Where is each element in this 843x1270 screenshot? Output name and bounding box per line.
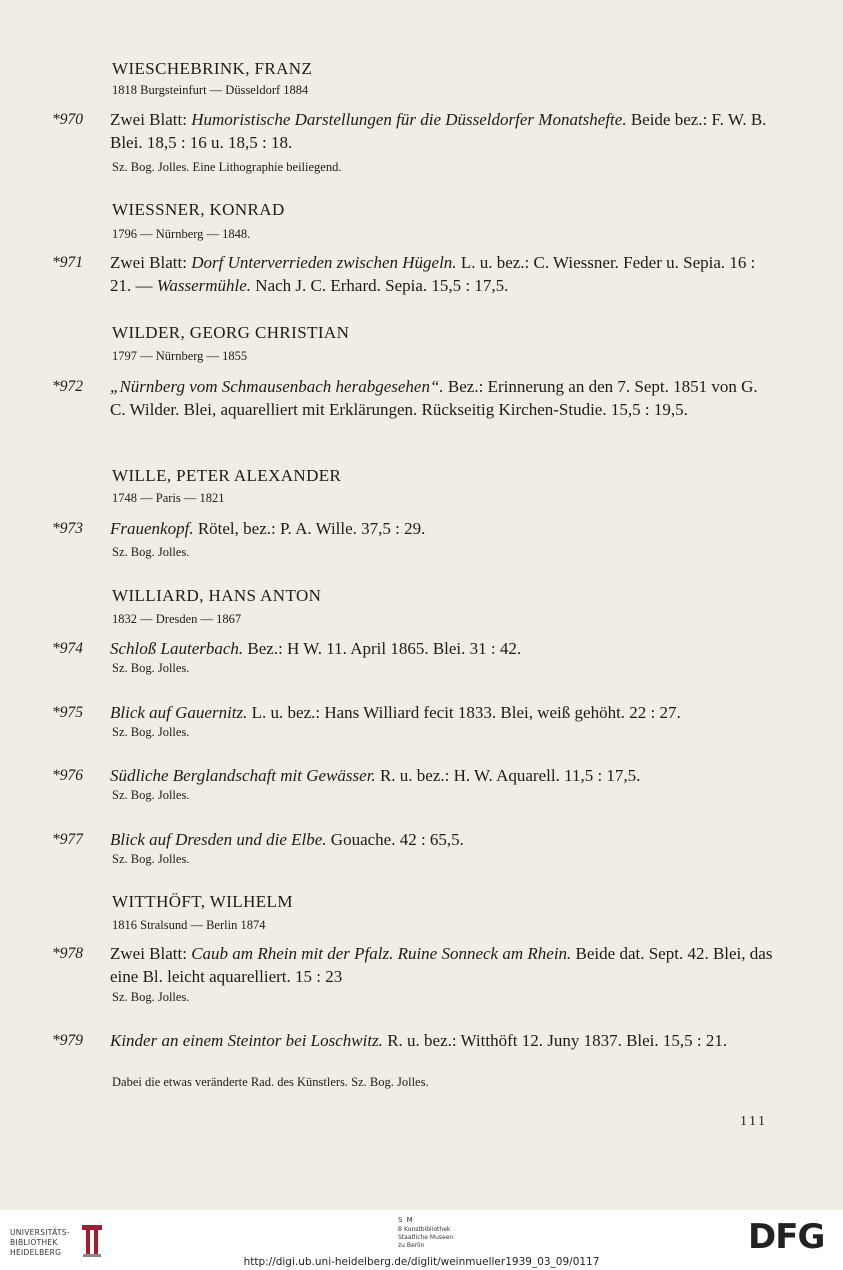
permalink-url[interactable]: http://digi.ub.uni-heidelberg.de/diglit/weinmueller1939_03_09/0117: [243, 1256, 600, 1268]
lot-description: Südliche Berglandschaft mit Gewässer. R. u. bez.: H. W. Aquarell. 11,5 : 17,5.: [110, 766, 641, 785]
lot-number: *976: [52, 767, 83, 784]
lot-description: Kinder an einem Steintor bei Loschwitz. R. u. bez.: Witthöft 12. Juny 1837. Blei. 15,5 : 21.: [110, 1031, 728, 1050]
sm-logo-line: B Kunstbibliothek: [398, 1226, 451, 1233]
artist-dates: 1832 — Dresden — 1867: [112, 612, 242, 626]
lot-number: *973: [52, 520, 83, 537]
lot-note: Sz. Bog. Jolles.: [112, 788, 190, 802]
pillar-emblem-icon: [80, 1222, 106, 1258]
lot-description: Schloß Lauterbach. Bez.: H W. 11. April 1865. Blei. 31 : 42.: [110, 639, 522, 658]
sm-mark: S M: [398, 1216, 414, 1224]
lot-description: Zwei Blatt: Dorf Unterverrieden zwischen Hügeln. L. u. bez.: C. Wiessner. Feder u. Sepia. 16 : 21. — Wassermühle. Nach J. C. Erhard. Sepia. 15,5 : 17,5.: [110, 253, 756, 295]
artist-dates: 1818 Burgsteinfurt — Düsseldorf 1884: [112, 83, 309, 97]
lot-note: Sz. Bog. Jolles.: [112, 990, 190, 1004]
lot-number: *975: [52, 704, 83, 721]
dfg-mark: DFG: [748, 1217, 825, 1257]
lot-note: Sz. Bog. Jolles.: [112, 725, 190, 739]
page-number: 111: [740, 1114, 768, 1129]
lot-description: „Nürnberg vom Schmausenbach herabgesehen“. Bez.: Erinnerung an den 7. Sept. 1851 von G. C. Wilder. Blei, aquarelliert mit Erklärungen. Rückseitig Kirchen-Studie. 15,5 : 19,5.: [110, 377, 758, 419]
lot-number: *979: [52, 1032, 83, 1049]
artist-name: WILDER, GEORG CHRISTIAN: [112, 323, 350, 342]
lot-description: Zwei Blatt: Humoristische Darstellungen für die Düsseldorfer Monatshefte. Beide bez.: F. W. B. Blei. 18,5 : 16 u. 18,5 : 18.: [110, 110, 767, 152]
lot-number: *974: [52, 640, 83, 657]
lot-description: Frauenkopf. Rötel, bez.: P. A. Wille. 37,5 : 29.: [110, 519, 426, 538]
lot-number: *978: [52, 945, 83, 962]
artist-name: WILLE, PETER ALEXANDER: [112, 466, 342, 485]
lot-note: Sz. Bog. Jolles.: [112, 852, 190, 866]
lot-description: Blick auf Gauernitz. L. u. bez.: Hans Williard fecit 1833. Blei, weiß gehöht. 22 : 27.: [110, 703, 681, 722]
sm-logo-line: zu Berlin: [398, 1242, 425, 1249]
dfg-logo[interactable]: [748, 1218, 832, 1256]
lot-note: Sz. Bog. Jolles.: [112, 661, 190, 675]
artist-dates: 1797 — Nürnberg — 1855: [112, 349, 248, 363]
artist-dates: 1748 — Paris — 1821: [112, 491, 225, 505]
lot-number: *977: [52, 831, 83, 848]
university-logo-line: UNIVERSITÄTS-: [10, 1228, 70, 1237]
lot-number: *972: [52, 378, 83, 395]
lot-note: Sz. Bog. Jolles.: [112, 545, 190, 559]
artist-name: WITTHÖFT, WILHELM: [112, 892, 293, 911]
artist-dates: 1816 Stralsund — Berlin 1874: [112, 918, 266, 932]
lot-note: Sz. Bog. Jolles. Eine Lithographie beiliegend.: [112, 160, 342, 174]
artist-name: WIESCHEBRINK, FRANZ: [112, 59, 313, 78]
lot-description: Zwei Blatt: Caub am Rhein mit der Pfalz. Ruine Sonneck am Rhein. Beide dat. Sept. 42. Blei, das eine Bl. leicht aquarelliert. 15 : 23: [110, 944, 773, 986]
lot-number: *971: [52, 254, 83, 271]
sm-logo-line: Staatliche Museen: [398, 1234, 454, 1241]
university-logo-line: HEIDELBERG: [10, 1248, 62, 1257]
university-library-logo[interactable]: [10, 1220, 110, 1260]
artist-dates: 1796 — Nürnberg — 1848.: [112, 227, 251, 241]
artist-name: WIESSNER, KONRAD: [112, 200, 285, 219]
artist-name: WILLIARD, HANS ANTON: [112, 586, 322, 605]
lot-note: Dabei die etwas veränderte Rad. des Künstlers. Sz. Bog. Jolles.: [112, 1075, 429, 1089]
staatliche-museen-logo[interactable]: [384, 1216, 494, 1260]
lot-description: Blick auf Dresden und die Elbe. Gouache. 42 : 65,5.: [110, 830, 464, 849]
lot-number: *970: [52, 111, 83, 128]
viewer-footer: [0, 1210, 843, 1270]
university-logo-line: BIBLIOTHEK: [10, 1238, 58, 1247]
